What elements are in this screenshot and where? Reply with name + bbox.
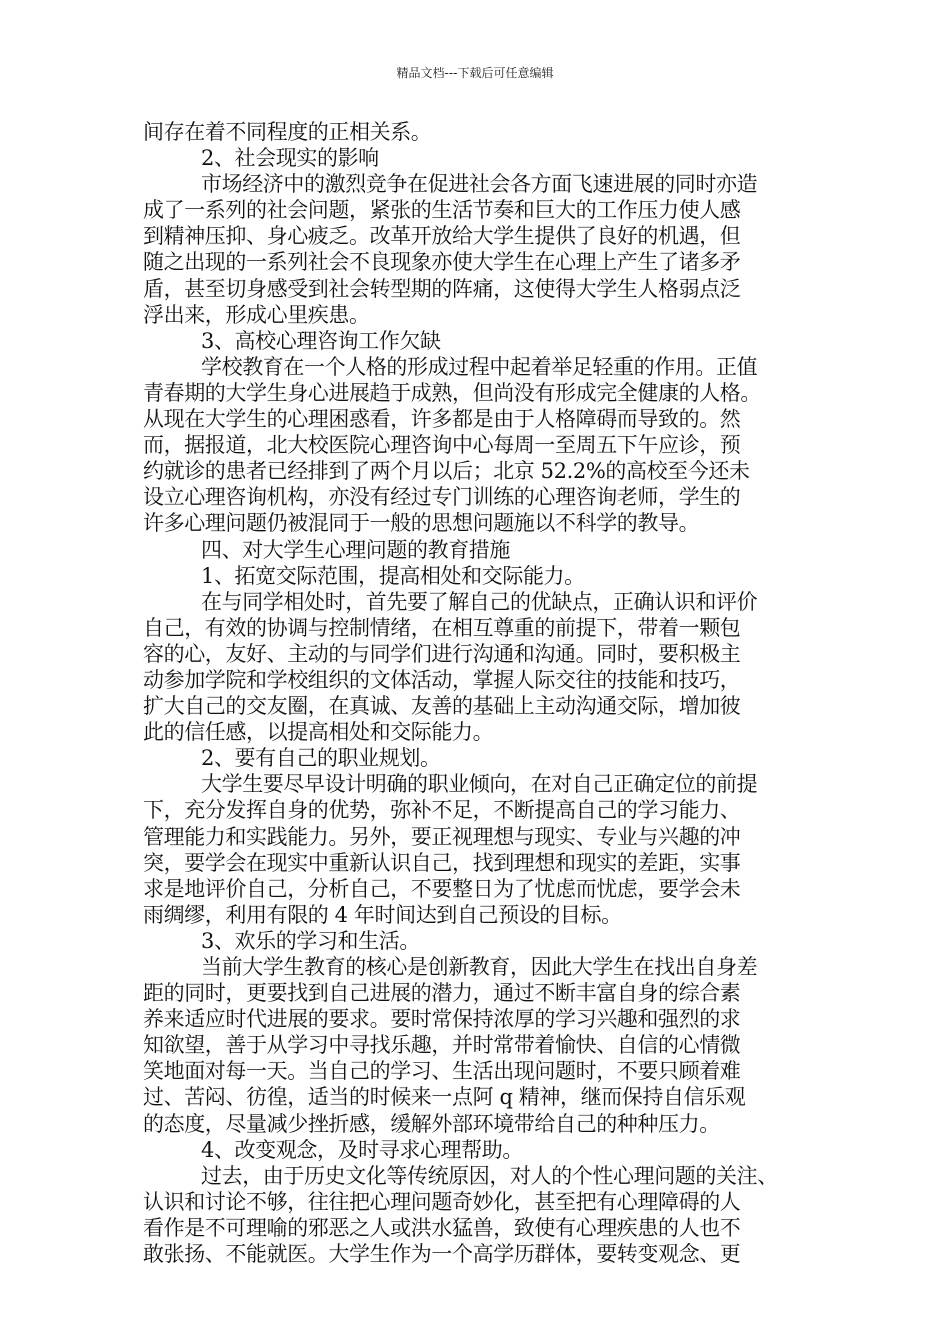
text-line: 容的心，友好、主动的与同学们进行沟通和沟通。同时，要积极主	[143, 641, 741, 666]
text-line: 大学生要尽早设计明确的职业倾向，在对自己正确定位的前提	[201, 772, 758, 797]
page-header: 精品文档---下载后可任意编辑	[396, 66, 554, 80]
text-line: 下，充分发挥自身的优势，弥补不足，不断提高自己的学习能力、	[143, 798, 741, 823]
text-line: 认识和讨论不够，往往把心理问题奇妙化，甚至把有心理障碍的人	[143, 1189, 741, 1214]
text-line: 突，要学会在现实中重新认识自己，找到理想和现实的差距，实事	[143, 850, 741, 875]
text-line: 1、拓宽交际范围，提高相处和交际能力。	[201, 563, 585, 588]
text-line: 在与同学相处时，首先要了解自己的优缺点，正确认识和评价	[201, 589, 758, 614]
text-line: 笑地面对每一天。当自己的学习、生活出现问题时，不要只顾着难	[143, 1059, 741, 1084]
text-line: 养来适应时代进展的要求。要时常保持浓厚的学习兴趣和强烈的求	[143, 1007, 741, 1032]
document-body	[143, 119, 833, 1267]
text-line: 学校教育在一个人格的形成过程中起着举足轻重的作用。正值	[201, 354, 758, 379]
text-line: 此的信任感，以提高相处和交际能力。	[143, 720, 494, 745]
text-line: 2、社会现实的影响	[201, 146, 379, 171]
text-line: 四、对大学生心理问题的教育措施	[201, 537, 510, 562]
text-line: 成了一系列的社会问题，紧张的生活节奏和巨大的工作压力使人感	[143, 198, 741, 223]
text-line: 求是地评价自己，分析自己，不要整日为了忧虑而忧虑，要学会未	[143, 876, 741, 901]
text-line: 间存在着不同程度的正相关系。	[143, 120, 432, 144]
text-line: 2、要有自己的职业规划。	[201, 746, 441, 771]
text-line: 过去，由于历史文化等传统原因，对人的个性心理问题的关注、	[201, 1163, 778, 1188]
text-line: 敢张扬、不能就医。大学生作为一个高学历群体，要转变观念、更	[143, 1242, 741, 1267]
text-line: 距的同时，更要找到自己进展的潜力，通过不断丰富自身的综合素	[143, 981, 741, 1006]
text-line: 看作是不可理喻的邪恶之人或洪水猛兽，致使有心理疾患的人也不	[143, 1215, 741, 1240]
text-line: 设立心理咨询机构，亦没有经过专门训练的心理咨询老师，学生的	[143, 485, 741, 510]
text-line: 浮出来，形成心里疾患。	[143, 302, 370, 327]
text-line: 许多心理问题仍被混同于一般的思想问题施以不科学的教导。	[143, 511, 700, 536]
text-line: 4、改变观念，及时寻求心理帮助。	[201, 1137, 523, 1162]
text-line: 到精神压抑、身心疲乏。改革开放给大学生提供了良好的机遇，但	[143, 224, 741, 249]
text-line: 雨绸缪，利用有限的 4 年时间达到自己预设的目标。	[143, 902, 622, 927]
text-line: 知欲望，善于从学习中寻找乐趣，并时常带着愉快、自信的心情微	[143, 1033, 741, 1058]
text-line: 盾，甚至切身感受到社会转型期的阵痛，这使得大学生人格弱点泛	[143, 276, 741, 301]
text-line: 约就诊的患者已经排到了两个月以后；北京 52.2%的高校至今还未	[143, 459, 750, 484]
text-line: 随之出现的一系列社会不良现象亦使大学生在心理上产生了诸多矛	[143, 250, 741, 275]
text-line: 从现在大学生的心理困惑看，许多都是由于人格障碍而导致的。然	[143, 407, 741, 432]
text-line: 过、苦闷、彷徨，适当的时候来一点阿 q 精神，继而保持自信乐观	[143, 1085, 746, 1110]
text-line: 管理能力和实践能力。另外，要正视理想与现实、专业与兴趣的冲	[143, 824, 741, 849]
text-line: 青春期的大学生身心进展趋于成熟，但尚没有形成完全健康的人格。	[143, 380, 761, 405]
text-line: 而，据报道，北大校医院心理咨询中心每周一至周五下午应诊，预	[143, 433, 741, 458]
text-line: 自己，有效的协调与控制情绪，在相互尊重的前提下，带着一颗包	[143, 615, 741, 640]
text-line: 市场经济中的激烈竞争在促进社会各方面飞速进展的同时亦造	[201, 172, 758, 197]
text-line: 动参加学院和学校组织的文体活动，掌握人际交往的技能和技巧，	[143, 667, 741, 692]
text-line: 3、高校心理咨询工作欠缺	[201, 328, 441, 353]
text-line: 的态度，尽量减少挫折感，缓解外部环境带给自己的种种压力。	[143, 1111, 720, 1136]
text-line: 当前大学生教育的核心是创新教育，因此大学生在找出自身差	[201, 955, 758, 979]
text-line: 扩大自己的交友圈，在真诚、友善的基础上主动沟通交际，增加彼	[143, 694, 741, 719]
text-line: 3、欢乐的学习和生活。	[201, 928, 420, 953]
